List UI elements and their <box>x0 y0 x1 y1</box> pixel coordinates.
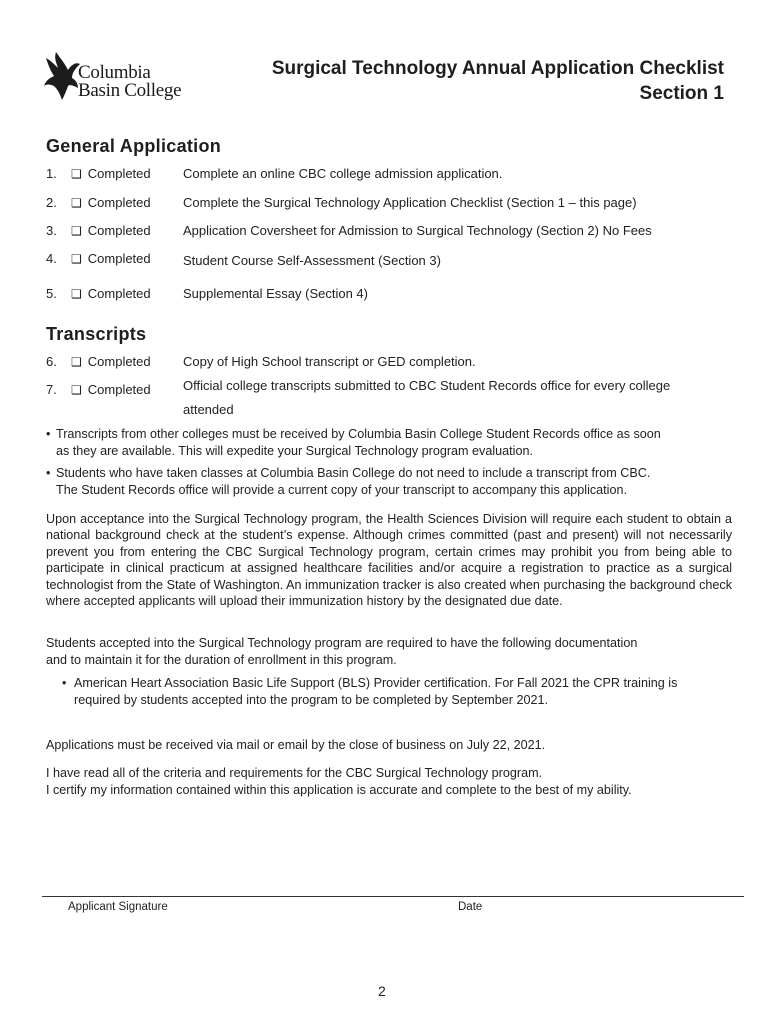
bullet-dot: • <box>62 676 67 690</box>
checklist-item-7 <box>46 378 746 422</box>
item-number: 5. <box>46 286 57 301</box>
checkbox-icon: ❑ <box>71 355 82 369</box>
documentation-line1: Students accepted into the Surgical Technology program are required to have the following documentation <box>46 636 638 650</box>
bls-line1: American Heart Association Basic Life Support (BLS) Provider certification. For Fall 2021 the CPR training is <box>74 676 678 690</box>
bullet-line1: Students who have taken classes at Columbia Basin College do not need to include a transcript from CBC. <box>56 466 651 480</box>
completed-checkbox[interactable] <box>71 166 151 181</box>
completed-checkbox[interactable] <box>71 354 151 369</box>
bird-logo-icon <box>42 50 82 102</box>
bls-requirement <box>62 675 734 709</box>
page-number: 2 <box>378 983 386 999</box>
item-text: Application Coversheet for Admission to Surgical Technology (Section 2) No Fees <box>183 223 652 238</box>
checkbox-label: Completed <box>87 223 151 238</box>
checkbox-icon: ❑ <box>71 224 82 238</box>
title-line1: Surgical Technology Annual Application Checklist <box>271 58 724 79</box>
checklist-item-2 <box>46 195 746 213</box>
completed-checkbox[interactable] <box>71 195 151 210</box>
documentation-line2: and to maintain it for the duration of enrollment in this program. <box>46 653 397 667</box>
transcripts-heading: Transcripts <box>46 324 147 344</box>
item-number: 7. <box>46 382 57 397</box>
checkbox-label: Completed <box>87 382 151 397</box>
checkbox-label: Completed <box>87 354 151 369</box>
bls-line2: required by students accepted into the program to be completed by September 2021. <box>74 693 548 707</box>
item-text: Complete the Surgical Technology Application Checklist (Section 1 – this page) <box>183 195 637 210</box>
item-text: Complete an online CBC college admission application. <box>183 166 503 181</box>
checkbox-icon: ❑ <box>71 252 82 266</box>
checkbox-label: Completed <box>87 166 151 181</box>
completed-checkbox[interactable] <box>71 251 151 266</box>
page-title <box>272 56 724 106</box>
checklist-item-3 <box>46 223 746 241</box>
checkbox-icon: ❑ <box>71 287 82 301</box>
item-text: Copy of High School transcript or GED completion. <box>183 354 476 369</box>
checkbox-label: Completed <box>87 251 151 266</box>
certify-line1: I have read all of the criteria and requirements for the CBC Surgical Technology program. <box>46 766 543 780</box>
checklist-item-1 <box>46 166 746 184</box>
title-line2: Section 1 <box>639 83 724 104</box>
applicant-signature-label: Applicant Signature <box>68 901 168 913</box>
background-check-paragraph: Upon acceptance into the Surgical Technology program, the Health Sciences Division will require each student to obtain a national background check at the student’s expense. Although crimes committed (past and present) will not necessarily prevent you from entering the CBC Surgical Technology program, certain crimes may prohibit you from being able to participate in clinical practicum at assigned healthcare facilities and/or acquire a registration to practice as a surgical technologist from the State of Washington. An immunization tracker is also created when purchasing the background check where accepted applicants will upload their immunization history by the designated due date. <box>46 512 732 609</box>
completed-checkbox[interactable] <box>71 223 151 238</box>
date-label: Date <box>458 901 483 913</box>
transcript-note-2 <box>46 465 731 499</box>
bullet-dot: • <box>46 427 51 441</box>
item-text-continued: attended <box>183 402 234 417</box>
college-logo <box>42 50 202 105</box>
deadline-text: Applications must be received via mail or email by the close of business on July 22, 2021. <box>46 738 546 752</box>
bullet-line1: Transcripts from other colleges must be received by Columbia Basin College Student Records office as soon <box>56 427 661 441</box>
transcript-note-1 <box>46 426 731 460</box>
bullet-dot: • <box>46 466 51 480</box>
item-number: 3. <box>46 223 57 238</box>
checkbox-label: Completed <box>87 195 151 210</box>
certify-line2: I certify my information contained within this application is accurate and complete to the best of my ability. <box>46 783 632 797</box>
item-text: Student Course Self-Assessment (Section 3) <box>183 253 441 268</box>
signature-line[interactable] <box>42 896 744 897</box>
general-application-heading: General Application <box>46 136 222 156</box>
item-number: 2. <box>46 195 57 210</box>
item-number: 6. <box>46 354 57 369</box>
completed-checkbox[interactable] <box>71 286 151 301</box>
logo-text-line2: Basin College <box>78 80 182 101</box>
item-text: Supplemental Essay (Section 4) <box>183 286 368 301</box>
checkbox-label: Completed <box>87 286 151 301</box>
logo-text-line1: Columbia <box>78 62 151 83</box>
certification-statement <box>46 765 736 799</box>
item-number: 4. <box>46 251 57 266</box>
checklist-item-5 <box>46 286 746 304</box>
checkbox-icon: ❑ <box>71 167 82 181</box>
bullet-line2: as they are available. This will expedite your Surgical Technology program evaluation. <box>56 444 533 458</box>
item-text: Official college transcripts submitted to CBC Student Records office for every college <box>183 378 671 393</box>
checklist-item-6 <box>46 354 746 372</box>
bullet-line2: The Student Records office will provide a current copy of your transcript to accompany this application. <box>56 483 627 497</box>
checkbox-icon: ❑ <box>71 196 82 210</box>
item-number: 1. <box>46 166 57 181</box>
checklist-item-4 <box>46 251 746 269</box>
completed-checkbox[interactable] <box>71 382 151 397</box>
documentation-paragraph <box>46 635 736 669</box>
checkbox-icon: ❑ <box>71 383 82 397</box>
